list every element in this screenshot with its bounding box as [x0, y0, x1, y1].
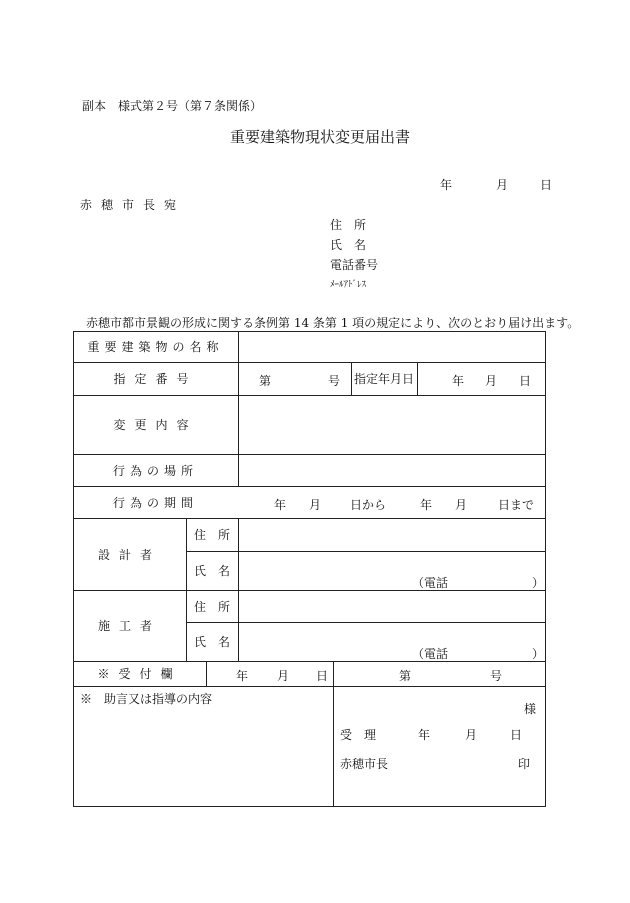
period-to-day: 日まで	[498, 498, 535, 512]
period-from-month: 月	[309, 498, 322, 512]
designation-dai: 第	[259, 374, 272, 388]
applicant-address-label: 住 所	[330, 218, 367, 232]
designer-address-field[interactable]	[239, 519, 545, 551]
designation-month: 月	[485, 374, 498, 388]
form-number: 副本 様式第２号（第７条関係）	[82, 99, 263, 113]
sama-text: 様	[524, 702, 537, 716]
act-period-label: 行為の期間	[112, 495, 198, 510]
seal-mark: 印	[518, 757, 531, 771]
designation-go: 号	[328, 374, 341, 388]
designer-phone-open: （電話	[412, 576, 449, 590]
mayor-label: 赤穂市長	[340, 757, 389, 771]
intro-text: 赤穂市都市景観の形成に関する条例第 14 条第 1 項の規定により、次のとおり届け出ます。	[86, 316, 580, 330]
building-name-field[interactable]	[239, 332, 545, 362]
applicant-email-label: ﾒｰﾙｱﾄﾞﾚｽ	[330, 280, 367, 290]
builder-address-field[interactable]	[239, 591, 545, 622]
addressee: 赤穂市長宛	[80, 198, 186, 212]
designer-phone-close: ）	[532, 576, 545, 590]
act-location-field[interactable]	[239, 455, 545, 486]
received-label: 受 理	[340, 728, 377, 742]
period-from-day: 日から	[350, 498, 387, 512]
reception-dai: 第	[399, 669, 412, 683]
designation-year: 年	[452, 374, 465, 388]
advice-label: ※ 助言又は指導の内容	[80, 692, 213, 706]
building-name-label: 重要建築物の名称	[87, 340, 224, 354]
period-to-year: 年	[420, 498, 433, 512]
reception-year: 年	[236, 669, 249, 683]
page-title: 重要建築物現状変更届出書	[230, 128, 411, 146]
builder-phone-close: ）	[532, 647, 545, 661]
reception-go: 号	[490, 669, 503, 683]
builder-name-label: 氏 名	[193, 635, 230, 649]
change-content-label: 変更内容	[113, 418, 198, 432]
designation-date-label: 指定年月日	[353, 372, 414, 386]
period-from-year: 年	[274, 498, 287, 512]
builder-label: 施工者	[97, 619, 161, 633]
act-location-label: 行為の場所	[112, 463, 198, 478]
reception-day: 日	[316, 669, 329, 683]
period-to-month: 月	[455, 498, 468, 512]
received-year: 年	[418, 728, 431, 742]
applicant-phone-label: 電話番号	[330, 258, 379, 272]
date-year: 年	[440, 178, 453, 192]
reception-label: ※受付欄	[97, 667, 182, 681]
builder-address-label: 住 所	[193, 599, 230, 614]
applicant-name-label: 氏 名	[330, 238, 367, 252]
designation-number-label: 指定番号	[113, 372, 198, 386]
designer-label: 設計者	[97, 547, 161, 562]
reception-month: 月	[277, 669, 290, 683]
builder-phone-open: （電話	[412, 647, 449, 661]
date-day: 日	[540, 178, 553, 192]
change-content-field[interactable]	[239, 396, 545, 454]
designation-day: 日	[519, 374, 532, 388]
date-month: 月	[496, 178, 509, 192]
received-month: 月	[465, 728, 478, 742]
designer-name-label: 氏 名	[193, 564, 230, 578]
received-day: 日	[510, 728, 523, 742]
designer-address-label: 住 所	[193, 528, 230, 542]
